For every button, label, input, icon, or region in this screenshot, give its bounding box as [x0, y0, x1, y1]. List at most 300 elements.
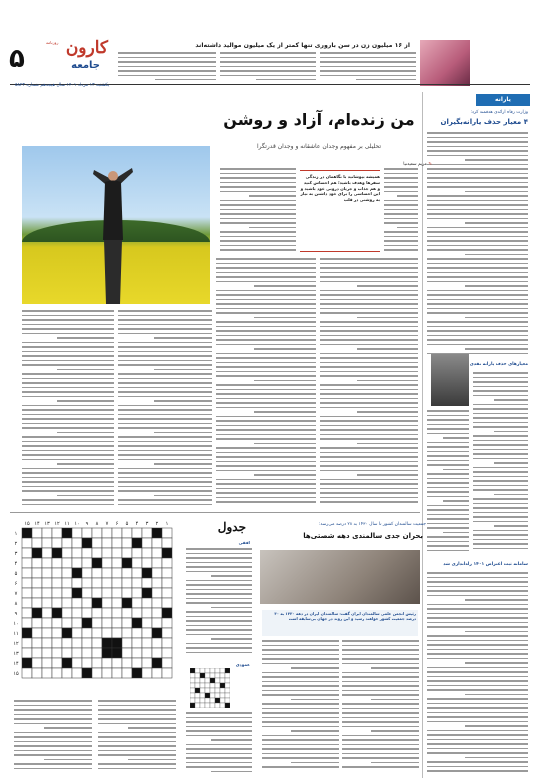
grid-cell [32, 618, 42, 628]
mini-grid-cell [205, 688, 210, 693]
grid-cell [52, 578, 62, 588]
grid-cell [72, 638, 82, 648]
grid-cell [22, 618, 32, 628]
grid-cell [152, 588, 162, 598]
grid-cell [62, 538, 72, 548]
grid-cell [112, 658, 122, 668]
grid-cell [102, 538, 112, 548]
grid-cell [42, 528, 52, 538]
grid-cell [52, 558, 62, 568]
grid-cell [32, 608, 42, 618]
grid-cell [112, 558, 122, 568]
grid-cell [102, 638, 112, 648]
grid-cell [22, 598, 32, 608]
grid-cell [162, 668, 172, 678]
grid-cell [102, 588, 112, 598]
grid-cell [42, 548, 52, 558]
row-number: ۱۰ [13, 621, 19, 627]
feature-photo [22, 146, 210, 304]
grid-cell [112, 618, 122, 628]
grid-cell [92, 548, 102, 558]
mini-grid-cell [195, 683, 200, 688]
grid-cell [102, 558, 112, 568]
mini-grid-cell [190, 693, 195, 698]
grid-cell [162, 558, 172, 568]
grid-cell [152, 568, 162, 578]
grid-cell [102, 618, 112, 628]
pull-quote: همیشه بپوشانید با نگاهمان در زندگی سفرها وهدف باشید؛ هم احساس کنید و هم جذاب و جریان درونی خود باشید و این احساسی را برای خود داشتن به نیاز به روشنی در قلب [300, 170, 380, 252]
column-divider [422, 92, 423, 778]
grid-cell [132, 548, 142, 558]
grid-cell [62, 568, 72, 578]
mini-grid-cell [220, 683, 225, 688]
grid-cell [22, 628, 32, 638]
feature-subtitle: تحلیلی بر مفهوم وجدان عاشقانه و وجدان قدرتگرا [256, 143, 382, 150]
grid-cell [142, 538, 152, 548]
mini-grid-cell [205, 693, 210, 698]
column-number: ۷ [105, 521, 109, 527]
mini-grid-cell [190, 698, 195, 703]
grid-cell [152, 638, 162, 648]
grid-cell [142, 548, 152, 558]
grid-cell [62, 618, 72, 628]
sidebar-body-2 [473, 372, 528, 558]
grid-cell [82, 628, 92, 638]
puzzle-clue-column [184, 516, 254, 778]
grid-cell [82, 668, 92, 678]
mini-grid-cell [220, 693, 225, 698]
grid-cell [122, 668, 132, 678]
row-number: ۱۲ [13, 641, 19, 647]
grid-cell [102, 608, 112, 618]
mini-grid-cell [225, 693, 230, 698]
grid-cell [32, 558, 42, 568]
grid-cell [162, 628, 172, 638]
grid-cell [112, 628, 122, 638]
row-numbers [13, 531, 19, 677]
horizontal-clues [186, 548, 252, 658]
mini-grid-cell [210, 693, 215, 698]
grid-cell [92, 528, 102, 538]
grid-cell [72, 548, 82, 558]
grid-cell [112, 568, 122, 578]
mini-grid-cell [205, 673, 210, 678]
grid-cell [52, 568, 62, 578]
grid-cell [162, 618, 172, 628]
grid-cells [22, 528, 172, 678]
column-number: ۱۵ [24, 521, 30, 527]
health-body-col-2 [342, 640, 419, 776]
row-number: ۳ [14, 551, 18, 557]
grid-cell [32, 648, 42, 658]
mini-grid-cell [215, 673, 220, 678]
grid-cell [62, 608, 72, 618]
grid-cell [122, 588, 132, 598]
mini-grid-cell [200, 693, 205, 698]
header-headline: از ۱۶ میلیون زن در سن باروری تنها کمتر از یک میلیون موالید داشته‌اند [195, 42, 410, 49]
grid-cell [142, 628, 152, 638]
column-number: ۸ [95, 521, 99, 527]
health-photo [260, 550, 420, 604]
grid-cell [132, 628, 142, 638]
grid-cell [112, 668, 122, 678]
feature-body-col-3 [118, 310, 212, 510]
grid-cell [122, 658, 132, 668]
author-name: مریم سعیدنیا [403, 162, 427, 167]
grid-cell [112, 528, 122, 538]
mini-grid-cell [225, 703, 230, 708]
grid-cell [82, 648, 92, 658]
grid-cell [152, 648, 162, 658]
grid-cell [102, 598, 112, 608]
grid-cell [92, 578, 102, 588]
grid-cell [72, 618, 82, 628]
grid-cell [152, 548, 162, 558]
grid-cell [132, 558, 142, 568]
column-number: ۱۳ [44, 521, 50, 527]
clues-vertical [14, 700, 92, 776]
mini-grid-cell [210, 673, 215, 678]
row-number: ۱۴ [13, 661, 19, 667]
column-number: ۱۱ [64, 521, 70, 527]
grid-cell [52, 598, 62, 608]
grid-cell [112, 588, 122, 598]
grid-cell [132, 598, 142, 608]
mini-grid [190, 668, 230, 708]
grid-cell [42, 578, 52, 588]
grid-cell [92, 658, 102, 668]
mini-grid-cell [220, 678, 225, 683]
grid-cell [92, 668, 102, 678]
mini-grid-cell [210, 668, 215, 673]
grid-cell [102, 628, 112, 638]
grid-cell [72, 558, 82, 568]
sidebar-photo [431, 354, 469, 406]
grid-cell [52, 528, 62, 538]
clues-horizontal [98, 700, 176, 776]
grid-cell [142, 618, 152, 628]
grid-cell [52, 668, 62, 678]
grid-cell [152, 598, 162, 608]
grid-cell [142, 668, 152, 678]
grid-cell [42, 638, 52, 648]
grid-cell [82, 558, 92, 568]
grid-cell [72, 528, 82, 538]
mini-grid-cell [195, 678, 200, 683]
grid-cell [132, 588, 142, 598]
row-number: ۱۳ [13, 651, 19, 657]
grid-cell [102, 528, 112, 538]
grid-cell [82, 618, 92, 628]
grid-cell [22, 528, 32, 538]
grid-cell [32, 568, 42, 578]
mini-grid-cell [205, 683, 210, 688]
crossword-grid [10, 516, 180, 696]
pen-icon: ✎ [426, 162, 432, 167]
grid-cell [82, 548, 92, 558]
grid-cell [92, 608, 102, 618]
mini-grid-cell [215, 703, 220, 708]
mini-grid-cell [205, 698, 210, 703]
grid-cell [152, 578, 162, 588]
grid-cell [92, 618, 102, 628]
sidebar-subhead-2: سامانه ثبت اعتراض ۱۴۰۱ راه‌اندازی شد [443, 562, 528, 567]
feature-body-col-1 [216, 258, 316, 510]
grid-cell [82, 598, 92, 608]
column-number: ۲ [155, 521, 159, 527]
column-number: ۱۲ [54, 521, 60, 527]
grid-cell [132, 578, 142, 588]
mini-grid-cell [190, 668, 195, 673]
grid-cell [62, 558, 72, 568]
mini-grid-cell [210, 703, 215, 708]
grid-cell [52, 638, 62, 648]
grid-cell [162, 608, 172, 618]
mini-grid-cell [215, 683, 220, 688]
grid-cell [112, 548, 122, 558]
mini-grid-cell [200, 673, 205, 678]
grid-cell [72, 568, 82, 578]
grid-cell [152, 618, 162, 628]
grid-cell [132, 568, 142, 578]
grid-cell [52, 648, 62, 658]
grid-cell [62, 588, 72, 598]
health-lead: رئیس انجمن علمی سالمندان ایران گفت: سالمندان ایران در دهه ۱۴۳۰ به ۳۰ درصد جمعیت کشور خواهند رسید و این روند در جهان بی‌سابقه است [262, 610, 418, 636]
grid-cell [42, 608, 52, 618]
grid-cell [32, 548, 42, 558]
puzzle-title: جدول [217, 520, 246, 534]
grid-cell [152, 558, 162, 568]
grid-cell [142, 528, 152, 538]
grid-cell [32, 578, 42, 588]
grid-cell [52, 628, 62, 638]
grid-cell [152, 608, 162, 618]
grid-cell [42, 668, 52, 678]
grid-cell [62, 628, 72, 638]
grid-cell [152, 668, 162, 678]
mini-grid-cell [220, 673, 225, 678]
grid-cell [82, 658, 92, 668]
grid-cell [162, 658, 172, 668]
grid-cell [52, 608, 62, 618]
grid-cell [72, 578, 82, 588]
grid-cell [42, 628, 52, 638]
grid-cell [122, 608, 132, 618]
mini-grid-cell [195, 688, 200, 693]
grid-cell [82, 538, 92, 548]
grid-cell [22, 538, 32, 548]
mini-grid-cell [195, 673, 200, 678]
mini-grid-cell [205, 678, 210, 683]
grid-cell [92, 558, 102, 568]
grid-cell [152, 658, 162, 668]
grid-cell [162, 638, 172, 648]
grid-cell [62, 548, 72, 558]
photo-person [92, 166, 134, 304]
feature-body-col-a [220, 168, 296, 254]
grid-cell [72, 538, 82, 548]
section-divider [10, 512, 420, 513]
crossword-block [10, 516, 180, 778]
row-number: ۸ [14, 601, 18, 607]
grid-cell [72, 628, 82, 638]
grid-cell [42, 618, 52, 628]
grid-cell [72, 668, 82, 678]
header-text-col-1 [118, 52, 216, 80]
mini-grid-cell [195, 703, 200, 708]
column-number: ۱۰ [74, 521, 80, 527]
grid-cell [82, 588, 92, 598]
mini-grid-cell [195, 668, 200, 673]
column-number: ۹ [85, 521, 89, 527]
grid-cell [92, 538, 102, 548]
grid-cell [62, 598, 72, 608]
row-number: ۹ [14, 611, 18, 617]
mini-grid-cell [190, 703, 195, 708]
grid-cell [122, 578, 132, 588]
grid-cell [72, 648, 82, 658]
mini-grid-cell [210, 688, 215, 693]
grid-cell [122, 618, 132, 628]
grid-cell [22, 668, 32, 678]
grid-cell [102, 578, 112, 588]
grid-cell [72, 658, 82, 668]
grid-cell [22, 568, 32, 578]
grid-cell [132, 538, 142, 548]
mini-grid-cell [215, 668, 220, 673]
grid-cell [52, 548, 62, 558]
mini-grid-cell [190, 688, 195, 693]
grid-cell [132, 648, 142, 658]
grid-cell [142, 638, 152, 648]
grid-cell [52, 618, 62, 628]
row-number: ۲ [14, 541, 18, 547]
column-number: ۱۴ [34, 521, 40, 527]
column-number: ۳ [145, 521, 149, 527]
sidebar-tag: یارانه [476, 94, 530, 106]
mini-grid-cell [200, 688, 205, 693]
section-name: جامعه [71, 60, 100, 71]
grid-cell [22, 608, 32, 618]
mini-grid-cell [195, 698, 200, 703]
grid-cell [122, 558, 132, 568]
page-number: ۵ [9, 44, 25, 74]
grid-cell [82, 608, 92, 618]
grid-cell [152, 538, 162, 548]
grid-cell [42, 658, 52, 668]
grid-cell [112, 538, 122, 548]
grid-cell [32, 628, 42, 638]
sidebar-headline: ۴ معیار حذف یارانه‌بگیران [440, 118, 528, 126]
logo [46, 38, 108, 76]
grid-cell [162, 588, 172, 598]
mini-grid-cell [215, 678, 220, 683]
grid-cell [22, 638, 32, 648]
grid-cell [92, 638, 102, 648]
mini-grid-cell [205, 703, 210, 708]
grid-cell [122, 568, 132, 578]
grid-cell [42, 588, 52, 598]
mini-grid-cell [215, 693, 220, 698]
header-text-col-2 [220, 52, 316, 80]
grid-cell [92, 628, 102, 638]
mini-grid-cell [210, 698, 215, 703]
grid-cell [62, 658, 72, 668]
sidebar-kicker: وزارت رفاه ارائه‌ی هدفمند کرد: [470, 110, 528, 115]
mini-grid-cell [210, 678, 215, 683]
masthead [0, 0, 533, 92]
horizontal-label: افقی [238, 540, 250, 545]
grid-cell [42, 598, 52, 608]
grid-cell [122, 538, 132, 548]
health-body-col-1 [262, 640, 339, 776]
header-text-col-3 [320, 52, 416, 80]
column-number: ۴ [135, 521, 139, 527]
grid-cell [72, 588, 82, 598]
grid-cell [22, 648, 32, 658]
health-kicker: جمعیت سالمندان کشور تا سال ۱۴۳۰ به ۲۸ درصد می‌رسد: [318, 522, 426, 527]
grid-cell [72, 598, 82, 608]
grid-cell [122, 648, 132, 658]
grid-cell [82, 528, 92, 538]
mini-grid-cell [200, 703, 205, 708]
sidebar-subhead: معیارهای حذف یارانه نقدی [469, 362, 528, 367]
grid-cell [162, 578, 172, 588]
feature-body-col-b [384, 168, 418, 254]
grid-cell [92, 598, 102, 608]
grid-cell [62, 578, 72, 588]
grid-cell [152, 528, 162, 538]
grid-cell [112, 638, 122, 648]
grid-cell [162, 538, 172, 548]
grid-cell [122, 598, 132, 608]
health-headline: بحران جدی سالمندی دهه شصتی‌ها [303, 532, 423, 540]
column-number: ۶ [115, 521, 119, 527]
mini-grid-cell [215, 688, 220, 693]
grid-cell [52, 538, 62, 548]
grid-cell [22, 658, 32, 668]
mini-grid-cell [195, 693, 200, 698]
mini-grid-cell [190, 683, 195, 688]
row-number: ۷ [14, 591, 18, 597]
mini-grid-cell [200, 668, 205, 673]
grid-cell [132, 618, 142, 628]
row-number: ۴ [14, 561, 18, 567]
sidebar-body-3 [427, 410, 469, 558]
grid-cell [22, 588, 32, 598]
grid-cell [112, 598, 122, 608]
grid-cell [82, 578, 92, 588]
grid-cell [52, 658, 62, 668]
row-number: ۱ [14, 531, 18, 537]
sidebar-body [427, 132, 528, 358]
grid-cell [92, 648, 102, 658]
grid-cell [62, 528, 72, 538]
mini-grid-cell [200, 678, 205, 683]
grid-cell [102, 548, 112, 558]
grid-cell [32, 668, 42, 678]
grid-cell [62, 668, 72, 678]
byline [403, 162, 432, 167]
grid-cell [132, 658, 142, 668]
grid-cell [102, 658, 112, 668]
mini-grid-cell [190, 673, 195, 678]
grid-cell [62, 648, 72, 658]
grid-cell [32, 538, 42, 548]
mini-grid-cell [200, 683, 205, 688]
mini-grid-cell [225, 683, 230, 688]
grid-cell [42, 568, 52, 578]
